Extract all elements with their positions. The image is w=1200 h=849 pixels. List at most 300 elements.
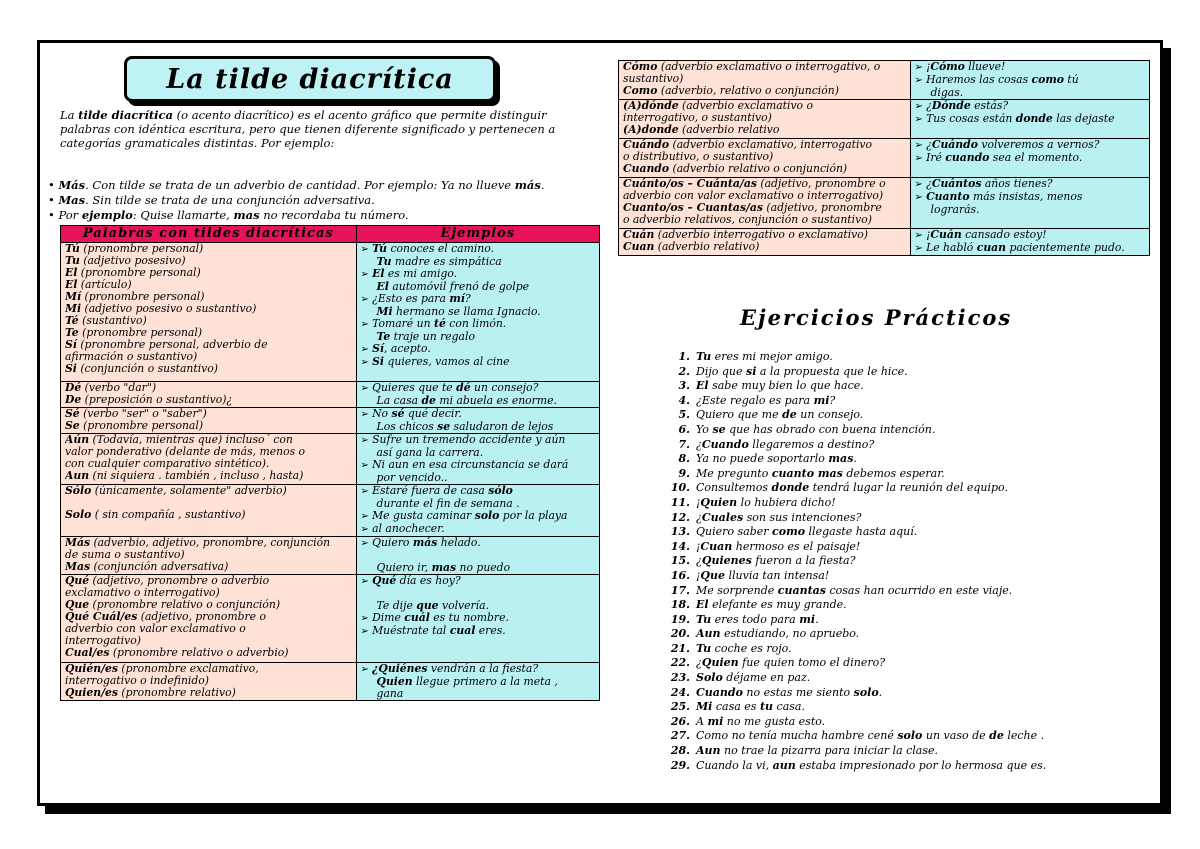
exercise-number: 4. [678, 393, 690, 407]
word-keyword: (A)donde [623, 124, 679, 136]
exercise-text: Ya no puede soportarlo [696, 452, 829, 466]
example-line-arrow [915, 191, 1146, 204]
example-keyword: sé [391, 408, 405, 420]
word-description: (verbo "dar") [81, 382, 157, 394]
example-line [915, 126, 1146, 138]
word-keyword: Más [65, 537, 91, 549]
word-description: (adverbio interrogativo o exclamativo) [654, 229, 868, 241]
example-keyword: sólo [488, 485, 513, 497]
word-cell [619, 178, 911, 229]
example-keyword: ¿Quiénes [372, 663, 428, 675]
example-keyword: Si [372, 356, 385, 368]
table-row [61, 408, 600, 434]
exercise-text: . [815, 612, 819, 626]
bullet-keyword: mas [233, 208, 260, 222]
exercise-keyword: Tu [696, 612, 712, 626]
example-keyword: mas [431, 562, 457, 574]
example-text: ¿ [926, 100, 932, 112]
bullet-list [48, 178, 568, 223]
example-line-arrow [915, 152, 1146, 165]
word-keyword: Sí [65, 339, 77, 351]
example-keyword: Cuántos [931, 178, 982, 190]
example-line-arrow [915, 178, 1146, 191]
example-text: Tomaré un [372, 318, 434, 330]
exercise-text: déjame en paz. [722, 671, 811, 685]
word-cell [619, 229, 911, 256]
example-keyword: solo [474, 510, 500, 522]
word-cell [61, 408, 357, 434]
example-keyword: Qué [372, 575, 397, 587]
word-line [65, 327, 352, 339]
word-description: de suma o sustantivo) [65, 549, 185, 561]
word-keyword: Cómo [623, 61, 658, 73]
word-keyword: Solo [65, 509, 92, 521]
header-examples: Ejemplos [356, 226, 599, 243]
word-description: (adverbio, adjetivo, pronombre, conjunción [90, 537, 331, 549]
exercise-text: llegaremos a destino? [748, 437, 875, 451]
exercise-item [668, 496, 1148, 511]
table-row [61, 575, 600, 663]
table-row [61, 243, 600, 382]
example-keyword: Tú [372, 243, 388, 255]
example-keyword: té [433, 318, 446, 330]
word-keyword: Aun [65, 470, 90, 482]
word-description: interrogativo, o sustantivo) [623, 112, 772, 124]
example-keyword: cuan [976, 242, 1007, 254]
exercise-text: casa es [712, 700, 760, 714]
example-text: Estaré fuera de casa [372, 485, 489, 497]
exercise-item [668, 394, 1148, 409]
example-line [361, 421, 595, 433]
spacer [931, 126, 934, 138]
example-text: quieres, vamos al cine [384, 356, 510, 368]
word-line [65, 315, 352, 327]
word-line [65, 408, 352, 420]
example-keyword: Sí [372, 343, 385, 355]
word-keyword: De [65, 394, 82, 406]
exercise-text: debemos esperar. [842, 466, 945, 480]
example-text: no puedo [456, 562, 511, 574]
exercise-text: llegaste hasta aquí. [805, 525, 918, 539]
example-line-arrow [361, 356, 595, 369]
word-line [623, 163, 906, 175]
exercise-keyword: Quienes [701, 554, 752, 568]
word-description: (pronombre relativo o adverbio) [109, 647, 289, 659]
example-line [361, 306, 595, 318]
word-description: (adverbio exclamativo o interrogativo, o [657, 61, 881, 73]
example-cell [356, 408, 599, 434]
word-description: (pronombre relativo o conjunción) [89, 599, 281, 611]
intro-text: categorías gramaticales distintas. Por ejemplo: [60, 136, 335, 150]
exercise-text: ¡ [696, 495, 701, 509]
example-line-arrow [361, 243, 595, 256]
example-keyword: Dónde [931, 100, 971, 112]
word-description: (pronombre personal, adverbio de [76, 339, 268, 351]
exercise-number: 2. [678, 364, 690, 378]
bullet-keyword: ejemplo [81, 208, 133, 222]
example-text: No [372, 408, 392, 420]
example-line-arrow [361, 434, 595, 447]
example-text: Me gusta caminar [372, 510, 475, 522]
example-keyword: que [416, 600, 439, 612]
exercise-item [668, 350, 1148, 365]
exercise-number: 21. [670, 641, 690, 655]
page-title: La tilde diacrítica [166, 63, 454, 95]
exercise-text: Me sorprende [696, 583, 778, 597]
example-text: Quieres que te [372, 382, 457, 394]
exercise-keyword: tu [759, 700, 774, 714]
word-line [65, 458, 352, 470]
example-cell [910, 139, 1150, 178]
word-line [65, 599, 352, 611]
exercise-number: 26. [670, 714, 690, 728]
word-description: (pronombre personal) [77, 267, 201, 279]
example-text: estás? [970, 100, 1009, 112]
word-description: o adverbio relativos, conjunción o sustantivo) [623, 214, 872, 226]
exercise-item [668, 700, 1148, 715]
word-keyword: Cuán [623, 229, 655, 241]
example-line [361, 650, 595, 662]
word-description: (adverbio exclamativo o [678, 100, 813, 112]
exercise-item [668, 729, 1148, 744]
example-keyword: donde [1015, 113, 1053, 125]
word-line [623, 100, 906, 112]
exercise-keyword: se [712, 422, 726, 436]
word-line [623, 112, 906, 124]
example-text: lograrás. [930, 204, 980, 216]
exercise-number: 13. [670, 525, 690, 539]
exercise-text: son sus intenciones? [743, 510, 862, 524]
word-description: (adjetivo posesivo) [79, 255, 186, 267]
exercise-list [668, 350, 1148, 773]
word-line [623, 178, 906, 190]
word-description: o distributivo, o sustantivo) [623, 151, 774, 163]
word-line [65, 255, 352, 267]
example-line [361, 638, 595, 650]
bullet-dot: • [48, 193, 59, 207]
word-description: (pronombre personal) [78, 327, 203, 339]
example-text: saludaron de lejos [450, 421, 554, 433]
example-text: eres. [475, 625, 506, 637]
example-text: volveremos a vernos? [977, 139, 1100, 151]
example-text: Muéstrate tal [372, 625, 450, 637]
exercise-text: lo hubiera dicho! [737, 495, 836, 509]
exercise-text: ¿ [696, 437, 702, 451]
exercise-item [668, 642, 1148, 657]
table-row [619, 61, 1150, 100]
example-keyword: de [421, 395, 436, 407]
word-keyword: Sé [65, 408, 80, 420]
exercise-number: 12. [670, 510, 690, 524]
word-cell [61, 243, 357, 382]
example-text: Los chicos [376, 421, 438, 433]
word-keyword: Si [65, 363, 77, 375]
word-line [65, 303, 352, 315]
intro-line [60, 122, 560, 136]
example-text: años tienes? [981, 178, 1053, 190]
word-line [65, 587, 352, 599]
word-line [65, 339, 352, 351]
exercise-item [668, 671, 1148, 686]
word-keyword: Tu [65, 255, 80, 267]
example-keyword: cual [449, 625, 476, 637]
word-keyword: Sólo [65, 485, 92, 497]
exercise-text: hermoso es el paisaje! [732, 539, 861, 553]
word-keyword: El [65, 267, 78, 279]
exercise-text: no me gusta esto. [723, 714, 826, 728]
bullet-text: . [540, 178, 545, 192]
example-text: día es hoy? [396, 575, 461, 587]
word-keyword: Mi [65, 303, 82, 315]
bullet-dot: • [48, 208, 59, 222]
word-line [65, 647, 352, 659]
example-text: las dejaste [1052, 113, 1115, 125]
example-line-arrow [361, 268, 595, 281]
word-cell [61, 382, 357, 408]
word-line [623, 61, 906, 73]
example-cell [910, 229, 1150, 256]
example-text: por la playa [499, 510, 568, 522]
word-line [623, 202, 906, 214]
word-description: interrogativo) [65, 635, 141, 647]
word-description: (pronombre personal) [79, 243, 204, 255]
word-line [65, 549, 352, 561]
exercise-keyword: solo [897, 729, 923, 743]
intro-line [60, 108, 560, 122]
word-line [65, 521, 352, 533]
example-line [361, 550, 595, 562]
exercise-item [668, 540, 1148, 555]
example-keyword: Quien [376, 676, 413, 688]
example-text: volvería. [438, 600, 490, 612]
exercise-text: casa. [773, 700, 805, 714]
word-keyword: Cuando [623, 163, 670, 175]
example-line-arrow [361, 537, 595, 550]
example-text: Quiero ir, [376, 562, 432, 574]
word-description: (adjetivo, pronombre o [137, 611, 266, 623]
exercise-number: 10. [670, 481, 690, 495]
example-line [361, 369, 595, 381]
spacer [377, 588, 380, 600]
example-cell [356, 537, 599, 575]
exercise-keyword: El [696, 379, 709, 393]
example-text: mi abuela es enorme. [435, 395, 557, 407]
exercise-number: 20. [670, 627, 690, 641]
example-text: ¿ [926, 178, 932, 190]
word-keyword: Cuánto/os – Cuánta/as [623, 178, 757, 190]
example-line-arrow [915, 74, 1146, 87]
example-line-arrow [361, 612, 595, 625]
exercise-number: 23. [670, 671, 690, 685]
word-line [65, 279, 352, 291]
example-cell [356, 485, 599, 537]
exercise-keyword: mi [813, 393, 830, 407]
example-keyword: cuál [404, 612, 430, 624]
word-description [65, 497, 68, 509]
example-line [915, 165, 1146, 177]
word-cell [619, 139, 911, 178]
word-line [623, 124, 906, 136]
word-keyword: El [65, 279, 78, 291]
example-keyword: más [412, 537, 438, 549]
exercise-text: eres todo para [711, 612, 800, 626]
exercise-text: Me pregunto [696, 466, 772, 480]
word-description: (adjetivo posesivo o sustantivo) [81, 303, 257, 315]
word-line [65, 663, 352, 675]
exercise-item [668, 598, 1148, 613]
bullet-item [48, 193, 568, 208]
example-line [361, 562, 595, 574]
example-cell [356, 382, 599, 408]
table-row [619, 100, 1150, 139]
word-line [623, 73, 906, 85]
example-line-arrow [915, 242, 1146, 255]
example-line [361, 688, 595, 700]
exercise-item [668, 759, 1148, 774]
example-cell [356, 434, 599, 485]
exercise-keyword: El [696, 598, 709, 612]
example-line-arrow [915, 100, 1146, 113]
exercise-keyword: donde [771, 481, 810, 495]
exercise-item [668, 379, 1148, 394]
exercise-keyword: Cuan [700, 539, 733, 553]
word-keyword: Qué [65, 575, 90, 587]
example-text: digas. [930, 87, 964, 99]
example-text: por vencido.. [376, 472, 448, 484]
word-line [623, 151, 906, 163]
exercise-text: fue quien tomo el dinero? [738, 656, 886, 670]
exercise-text: no trae la pizarra para iniciar la clase. [720, 744, 939, 758]
word-keyword: Quién/es [65, 663, 118, 675]
exercise-keyword: Tu [696, 350, 712, 363]
word-description: (preposición o sustantivo)¿ [81, 394, 233, 406]
exercise-number: 14. [670, 539, 690, 553]
example-line [361, 498, 595, 510]
word-description: (artículo) [77, 279, 132, 291]
example-cell [356, 663, 599, 701]
word-description: (adverbio relativo o conjunción) [669, 163, 848, 175]
exercise-item [668, 423, 1148, 438]
exercise-item [668, 365, 1148, 380]
example-text: Iré [926, 152, 946, 164]
example-keyword: El [372, 268, 385, 280]
example-line [361, 447, 595, 459]
word-line [65, 291, 352, 303]
example-text: gana [376, 688, 404, 700]
word-cell [61, 537, 357, 575]
word-line [65, 635, 352, 647]
diacritic-table-left [60, 225, 600, 701]
exercise-keyword: Cuando [701, 437, 749, 451]
example-keyword: mí [449, 293, 465, 305]
exercise-text: Cuando la vi, [696, 758, 773, 772]
word-description: interrogativo o indefinido) [65, 675, 210, 687]
example-text: hermano se llama Ignacio. [392, 306, 541, 318]
word-description: (adjetivo, pronombre o [756, 178, 886, 190]
exercise-item [668, 613, 1148, 628]
example-text: al anochecer. [372, 523, 445, 535]
exercise-text: no estas me siento [742, 685, 854, 699]
example-keyword: dé [456, 382, 471, 394]
word-line [65, 420, 352, 432]
example-text: Tus cosas están [926, 113, 1016, 125]
example-line-arrow [361, 485, 595, 498]
example-keyword: Cuán [930, 229, 962, 241]
exercise-text: coche es rojo. [711, 641, 792, 655]
bullet-dot: • [48, 178, 59, 192]
word-line [65, 243, 352, 255]
word-description: (ni siquiera . también , incluso , hasta) [89, 470, 304, 482]
example-line [915, 216, 1146, 228]
word-keyword: Dé [65, 382, 82, 394]
exercise-text: ? [829, 393, 836, 407]
exercise-text: . [853, 452, 857, 466]
example-text: La casa [376, 395, 422, 407]
example-text: ? [464, 293, 471, 305]
table-row [61, 537, 600, 575]
word-line [65, 351, 352, 363]
word-line [65, 537, 352, 549]
exercises-title: Ejercicios Prácticos [740, 305, 1013, 330]
exercise-text: leche . [1003, 729, 1045, 743]
word-description: (Todavía, mientras que) incluso´ con [89, 434, 293, 446]
word-line [65, 623, 352, 635]
word-keyword: (A)dónde [623, 100, 679, 112]
exercise-text: a la propuesta que le hice. [756, 364, 908, 378]
example-line-arrow [361, 293, 595, 306]
exercise-item [668, 408, 1148, 423]
word-line [65, 382, 352, 394]
word-description: (conjunción adversativa) [90, 561, 229, 573]
example-keyword: Cuándo [931, 139, 978, 151]
exercise-item [668, 715, 1148, 730]
spacer [377, 369, 380, 381]
word-keyword: Se [65, 420, 80, 432]
example-text: más insistas, menos [969, 191, 1083, 203]
table-row [619, 139, 1150, 178]
example-line [915, 204, 1146, 216]
word-description [65, 521, 68, 533]
word-keyword: Cuanto/os – Cuantas/as [623, 202, 763, 214]
example-line-arrow [361, 510, 595, 523]
spacer [377, 638, 380, 650]
word-description: adverbio con valor exclamativo o [65, 623, 246, 635]
exercise-number: 16. [670, 568, 690, 582]
example-text: llueve! [964, 61, 1006, 73]
exercise-number: 22. [670, 656, 690, 670]
example-line-arrow [361, 663, 595, 676]
word-line [65, 675, 352, 687]
exercise-keyword: Quien [701, 656, 739, 670]
example-text: tú [1063, 74, 1079, 86]
diacritic-table-right [618, 60, 1150, 256]
example-text: Haremos las cosas [926, 74, 1032, 86]
word-line [65, 267, 352, 279]
example-text: helado. [437, 537, 481, 549]
exercise-number: 7. [678, 437, 690, 451]
example-text: ¡ [926, 61, 931, 73]
exercise-text: ¿ [696, 656, 702, 670]
table-row [61, 382, 600, 408]
example-keyword: Mi [376, 306, 393, 318]
bullet-text: no recordaba tu número. [259, 208, 409, 222]
word-line [65, 687, 352, 699]
example-line-arrow [361, 459, 595, 472]
intro-paragraph [60, 108, 560, 150]
word-description: (adverbio, relativo o conjunción) [657, 85, 839, 97]
example-text: pacientemente pudo. [1006, 242, 1125, 254]
example-text: vendrán a la fiesta? [427, 663, 539, 675]
